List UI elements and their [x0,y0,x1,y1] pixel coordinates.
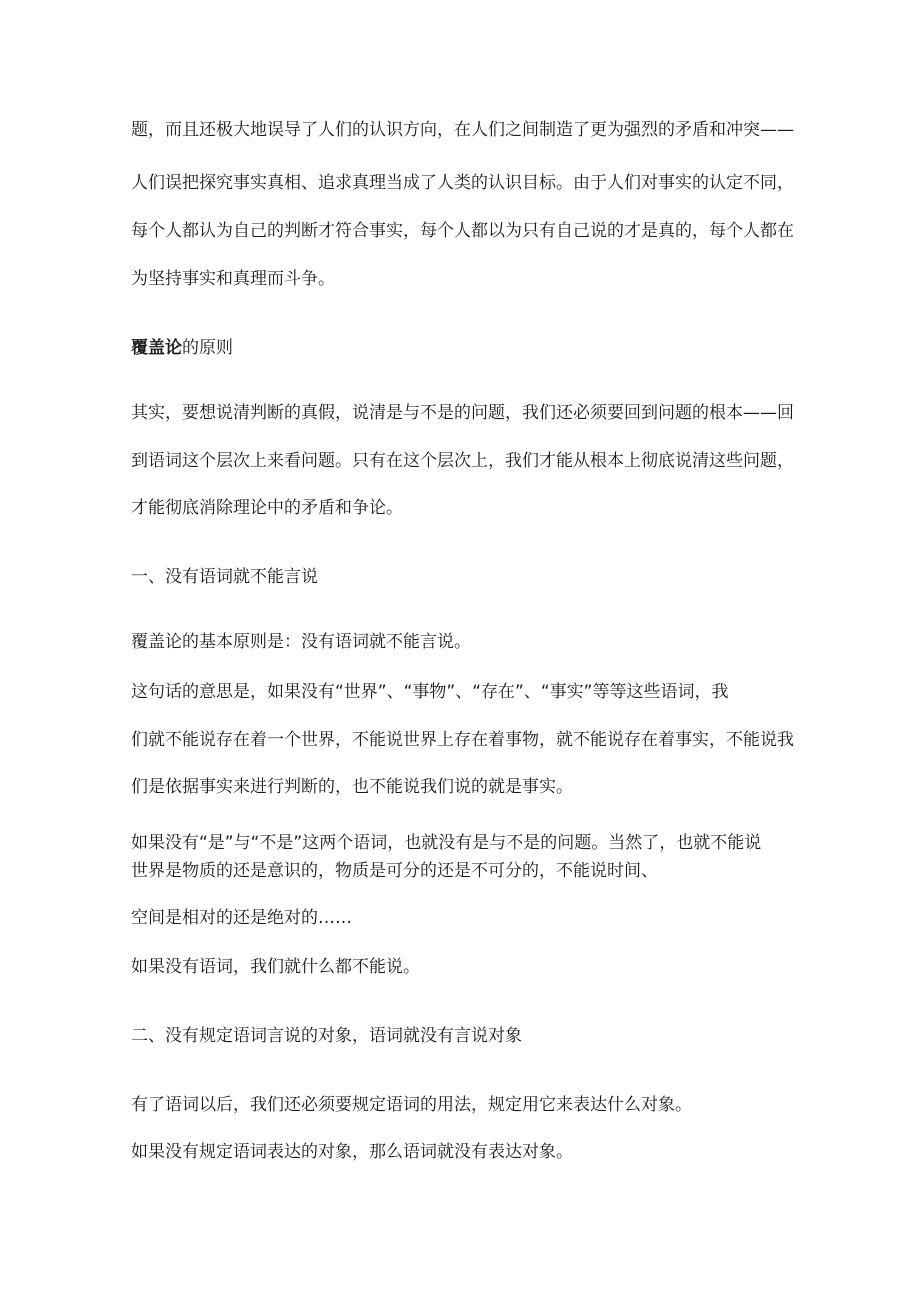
paragraph-line: 每个人都认为自己的判断才符合事实，每个人都以为只有自己说的才是真的，每个人都在 [131,221,794,241]
section-heading [131,336,801,360]
paragraph-line: 人们误把探究事实真相、追求真理当成了人类的认识目标。由于人们对事实的认定不同， [131,173,794,193]
heading-bold-term: 覆盖论 [131,338,182,358]
paragraph-line: 们就不能说存在着一个世界，不能说世界上存在着事物，就不能说存在着事实，不能说我 [131,730,794,750]
paragraph-line: 到语词这个层次上来看问题。只有在这个层次上，我们才能从根本上彻底说清这些问题， [131,451,794,471]
paragraph-line: 其实，要想说清判断的真假，说清是与不是的问题，我们还必须要回到问题的根本——回 [131,403,794,423]
paragraph-line: 们是依据事实来进行判断的，也不能说我们说的就是事实。 [131,777,573,797]
paragraph-line: 如果没有“是”与“不是”这两个语词，也就没有是与不是的问题。当然了，也就不能说 [131,833,762,853]
paragraph-line: 覆盖论的基本原则是：没有语词就不能言说。 [131,632,471,652]
paragraph-line: 为坚持事实和真理而斗争。 [131,269,335,289]
paragraph-line: 才能彻底消除理论中的矛盾和争论。 [131,498,403,518]
paragraph-line: 如果没有规定语词表达的对象，那么语词就没有表达对象。 [131,1142,573,1162]
paragraph-line: 这句话的意思是，如果没有“世界”、“事物”、“存在”、“事实”等等这些语词，我 [131,682,729,702]
section-title-2: 二、没有规定语词言说的对象，语词就没有言说对象 [131,1026,522,1046]
paragraph-line: 如果没有语词，我们就什么都不能说。 [131,957,420,977]
paragraph-line: 题，而且还极大地误导了人们的认识方向，在人们之间制造了更为强烈的矛盾和冲突—— [131,120,794,140]
section-title-1: 一、没有语词就不能言说 [131,567,318,587]
paragraph-line: 有了语词以后，我们还必须要规定语词的用法，规定用它来表达什么对象。 [131,1095,692,1115]
heading-rest: 的原则 [182,338,233,358]
paragraph-line: 空间是相对的还是绝对的…… [131,908,352,928]
paragraph-line: 世界是物质的还是意识的，物质是可分的还是不可分的，不能说时间、 [131,861,658,881]
